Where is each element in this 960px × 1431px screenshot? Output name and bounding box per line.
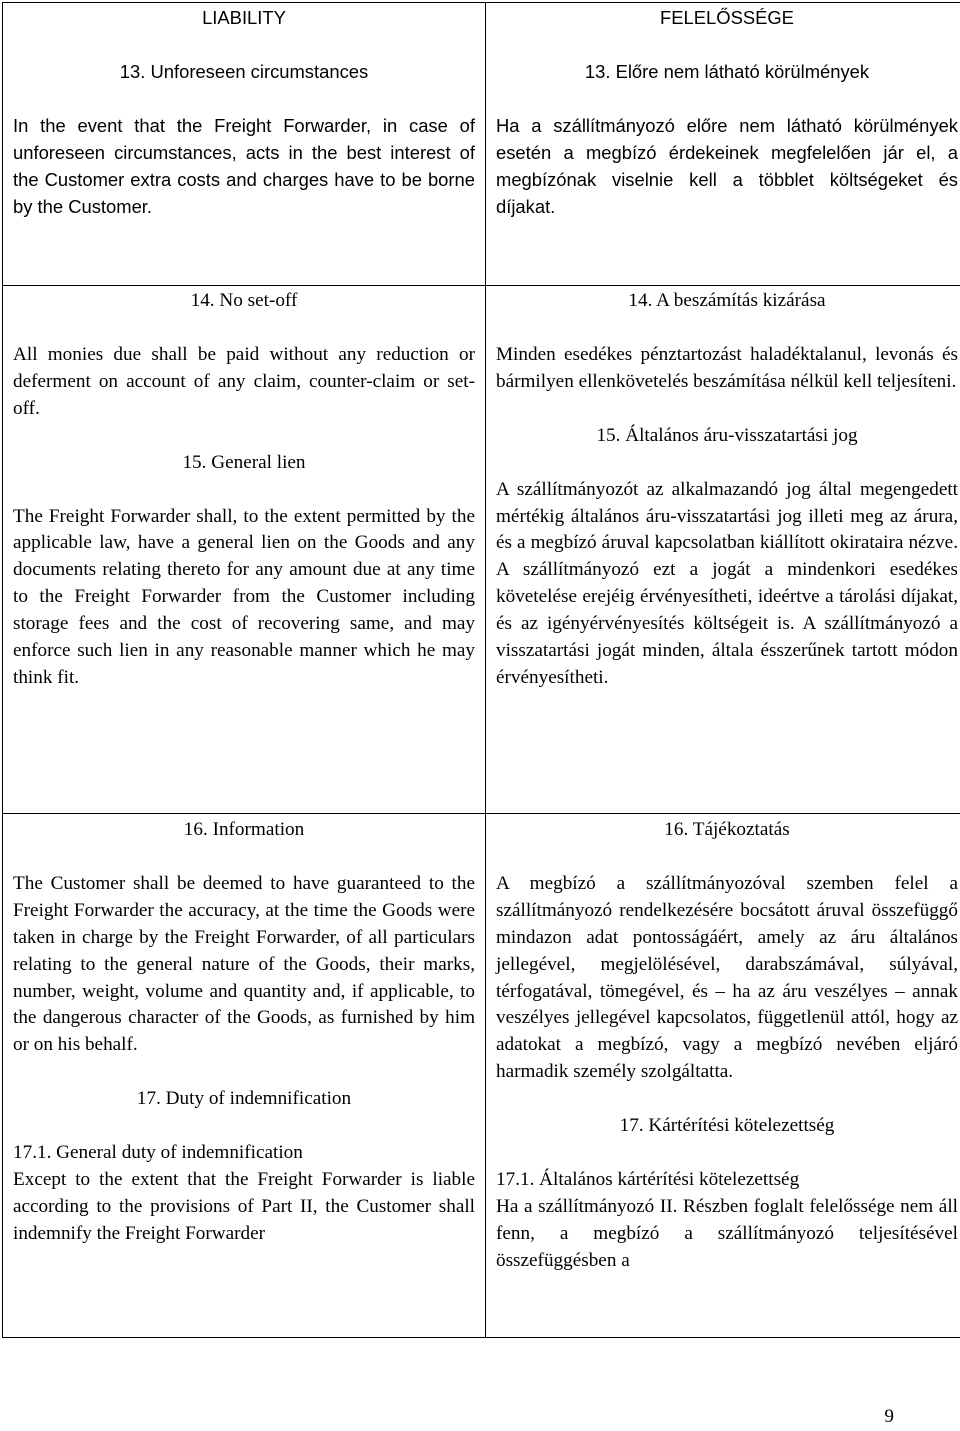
clause-15-body-hungarian: A szállítmányozót az alkalmazandó jog által megengedett mértékig általános áru-visszatartási jog illeti meg az árura, és a megbízó áruval kapcsolatban kiállított okirataira nézve. A szállítmányozó ezt a jogát a mindenkori esedékes követelése erejéig érvényesítheti, ideértve a tárolási díjakat, és az igényérvényesítés költségeit is. A szállítmányozó a visszatartási jogát minden, általa ésszerűnek tartott módon érvényesítheti. xyxy=(496,477,958,692)
clause-16-heading-hungarian: 16. Tájékoztatás xyxy=(496,817,958,844)
clause-17-1-heading-hungarian: 17.1. Általános kártérítési kötelezettség xyxy=(496,1167,958,1194)
terms-table xyxy=(2,2,960,1338)
table-row xyxy=(3,3,960,286)
clause-14-body-english: All monies due shall be paid without any reduction or deferment on account of any claim, counter-claim or set-off. xyxy=(13,342,475,423)
clause-13-body-hungarian: Ha a szállítmányozó előre nem látható körülmények esetén a megbízó érdekeinek megfelelően jár el, a megbízónak viselnie kell a többlet költségeket és díjakat. xyxy=(496,113,958,221)
clause-15-heading-hungarian: 15. Általános áru-visszatartási jog xyxy=(496,423,958,450)
clause-13-heading-hungarian: 13. Előre nem látható körülmények xyxy=(496,59,958,86)
clause-16-heading-english: 16. Information xyxy=(13,817,475,844)
section-title-english: LIABILITY xyxy=(13,5,475,32)
clause-14-body-hungarian: Minden esedékes pénztartozást haladéktalanul, levonás és bármilyen ellenkövetelés beszámítása nélkül kell teljesíteni. xyxy=(496,342,958,396)
clause-14-heading-english: 14. No set-off xyxy=(13,288,475,315)
hungarian-column-cell xyxy=(486,3,960,286)
hungarian-column-cell xyxy=(486,286,960,814)
clause-16-body-hungarian: A megbízó a szállítmányozóval szemben felel a szállítmányozó rendelkezésére bocsátott áruval összefüggő mindazon adat pontosságáért, amely az áru általános jellegével, megjelölésével, darabszámával, súlyával, térfogatával, tömegével, és – ha az áru veszélyes – annak veszélyes jellegével kapcsolatos, függetlenül attól, hogy az adatokat a megbízó, vagy a megbízó nevében eljáró harmadik személy szolgáltatta. xyxy=(496,871,958,1086)
section-title-hungarian: FELELŐSSÉGE xyxy=(496,5,958,32)
clause-17-1-body-hungarian: Ha a szállítmányozó II. Részben foglalt felelőssége nem áll fenn, a megbízó a szállítmányozó teljesítésével összefüggésben a xyxy=(496,1194,958,1275)
clause-17-heading-english: 17. Duty of indemnification xyxy=(13,1086,475,1113)
clause-14-heading-hungarian: 14. A beszámítás kizárása xyxy=(496,288,958,315)
table-row xyxy=(3,814,960,1338)
clause-13-heading-english: 13. Unforeseen circumstances xyxy=(13,59,475,86)
table-row xyxy=(3,286,960,814)
clause-17-1-heading-english: 17.1. General duty of indemnification xyxy=(13,1140,475,1167)
clause-17-1-body-english: Except to the extent that the Freight Forwarder is liable according to the provisions of Part II, the Customer shall indemnify the Freight Forwarder xyxy=(13,1167,475,1248)
clause-17-heading-hungarian: 17. Kártérítési kötelezettség xyxy=(496,1113,958,1140)
english-column-cell xyxy=(3,814,486,1338)
clause-15-heading-english: 15. General lien xyxy=(13,450,475,477)
english-column-cell xyxy=(3,286,486,814)
clause-13-body-english: In the event that the Freight Forwarder, in case of unforeseen circumstances, acts in the best interest of the Customer extra costs and charges have to be borne by the Customer. xyxy=(13,113,475,221)
hungarian-column-cell xyxy=(486,814,960,1338)
page-number: 9 xyxy=(884,1404,894,1431)
clause-16-body-english: The Customer shall be deemed to have guaranteed to the Freight Forwarder the accuracy, at the time the Goods were taken in charge by the Freight Forwarder, of all particulars relating to the general nature of the Goods, their marks, number, weight, volume and quantity and, if applicable, to the dangerous character of the Goods, as furnished by him or on his behalf. xyxy=(13,871,475,1059)
english-column-cell xyxy=(3,3,486,286)
clause-15-body-english: The Freight Forwarder shall, to the extent permitted by the applicable law, have a general lien on the Goods and any documents relating thereto for any amount due at any time to the Freight Forwarder from the Customer including storage fees and the cost of recovering same, and may enforce such lien in any reasonable manner which he may think fit. xyxy=(13,504,475,692)
